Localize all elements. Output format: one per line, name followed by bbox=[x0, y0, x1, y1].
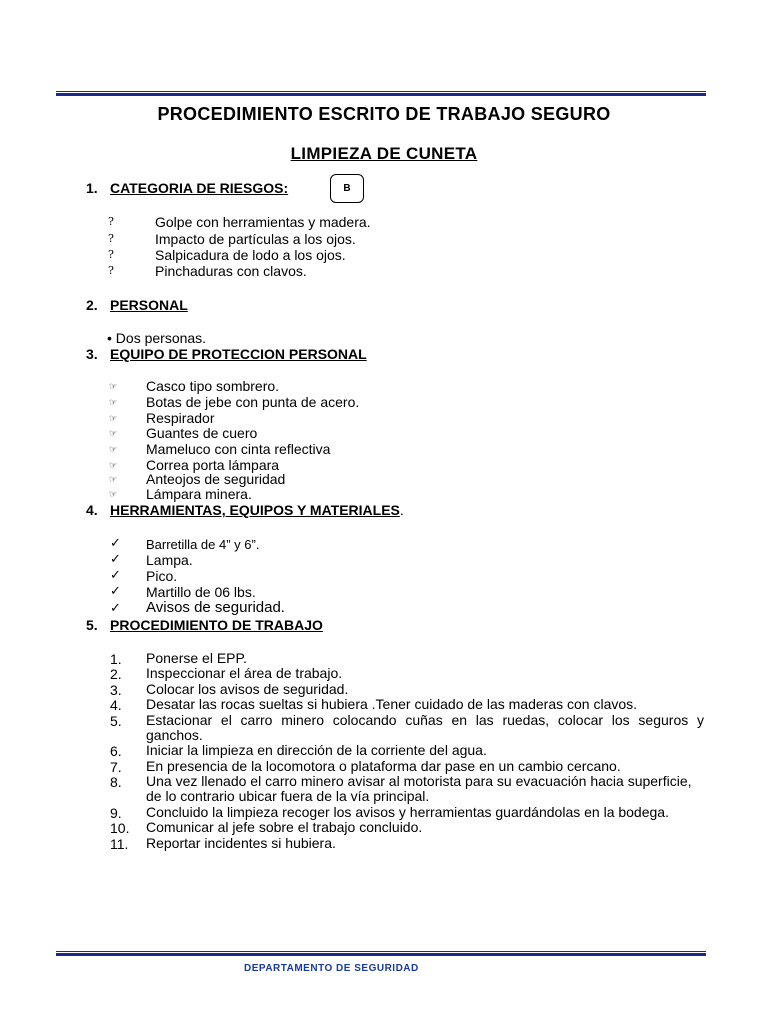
epp-item: Mameluco con cinta reflectiva bbox=[146, 441, 331, 457]
section-number: 5. bbox=[86, 617, 98, 633]
risk-category-badge: B bbox=[330, 174, 364, 203]
step-text: Estacionar el carro minero colocando cuñas en las ruedas, colocar los seguros y ganchos. bbox=[146, 712, 704, 743]
section-riesgos-heading bbox=[86, 180, 288, 196]
pointing-hand-icon: ☞ bbox=[109, 489, 118, 499]
header-rule bbox=[56, 91, 706, 96]
risk-item: Impacto de partículas a los ojos. bbox=[155, 231, 356, 247]
section-label: HERRAMIENTAS, EQUIPOS Y MATERIALES bbox=[110, 502, 400, 518]
step-text: Comunicar al jefe sobre el trabajo concluido. bbox=[146, 819, 423, 835]
step-number: 2. bbox=[110, 666, 122, 682]
pointing-hand-icon: ☞ bbox=[109, 381, 118, 391]
bullet-dot-icon: • bbox=[107, 330, 112, 346]
pointing-hand-icon: ☞ bbox=[109, 460, 118, 470]
step-number: 10. bbox=[110, 820, 130, 836]
step-text: Concluido la limpieza recoger los avisos y herramientas guardándolas en la bodega. bbox=[146, 804, 669, 820]
footer-department: DEPARTAMENTO DE SEGURIDAD bbox=[244, 963, 419, 974]
step-text: Reportar incidentes si hubiera. bbox=[146, 835, 336, 851]
section-number: 2. bbox=[86, 297, 98, 313]
risk-item: Golpe con herramientas y madera. bbox=[155, 214, 371, 230]
section-personal-heading bbox=[86, 297, 188, 313]
step-text: Una vez llenado el carro minero avisar al motorista para su evacuación hacia superficie, de lo contrario ubicar fuera de la vía principal. bbox=[146, 773, 692, 804]
step-number: 6. bbox=[110, 743, 122, 759]
step-number: 8. bbox=[110, 774, 122, 790]
section-herramientas-heading bbox=[86, 502, 404, 518]
personal-item-text: Dos personas. bbox=[115, 330, 207, 346]
section-procedimiento-heading bbox=[86, 617, 323, 633]
section-label: CATEGORIA DE RIESGOS: bbox=[110, 180, 289, 196]
step-text: Iniciar la limpieza en dirección de la corriente del agua. bbox=[146, 742, 487, 758]
step-number: 7. bbox=[110, 759, 122, 775]
epp-item: Guantes de cuero bbox=[146, 425, 258, 441]
checkmark-icon: ✓ bbox=[110, 601, 121, 616]
step-text: Ponerse el EPP. bbox=[146, 650, 247, 666]
checkmark-icon: ✓ bbox=[110, 552, 121, 567]
section-label: EQUIPO DE PROTECCION PERSONAL bbox=[110, 346, 367, 362]
checkmark-icon: ✓ bbox=[110, 584, 121, 599]
section-label-suffix: . bbox=[399, 502, 404, 518]
document-subtitle: LIMPIEZA DE CUNETA bbox=[290, 144, 478, 163]
step-number: 1. bbox=[110, 651, 122, 667]
section-number: 3. bbox=[86, 346, 98, 362]
section-epp-heading bbox=[86, 346, 367, 362]
bullet-question-icon: ? bbox=[108, 215, 114, 228]
tool-item: Avisos de seguridad. bbox=[146, 599, 285, 616]
step-text: Desatar las rocas sueltas si hubiera .Tener cuidado de las maderas con clavos. bbox=[146, 696, 638, 712]
step-number: 9. bbox=[110, 805, 122, 821]
step-number: 4. bbox=[110, 697, 122, 713]
checkmark-icon: ✓ bbox=[110, 568, 121, 583]
section-number: 1. bbox=[86, 180, 98, 196]
epp-item: Respirador bbox=[146, 410, 215, 426]
tool-item: Pico. bbox=[146, 568, 178, 584]
personal-item bbox=[107, 330, 206, 346]
epp-item: Casco tipo sombrero. bbox=[146, 378, 280, 394]
epp-item: Anteojos de seguridad bbox=[146, 471, 286, 487]
pointing-hand-icon: ☞ bbox=[109, 474, 118, 484]
step-text: Inspeccionar el área de trabajo. bbox=[146, 665, 343, 681]
epp-item: Botas de jebe con punta de acero. bbox=[146, 394, 360, 410]
section-label: PROCEDIMIENTO DE TRABAJO bbox=[110, 617, 323, 633]
step-text: Colocar los avisos de seguridad. bbox=[146, 681, 349, 697]
section-number: 4. bbox=[86, 502, 98, 518]
step-number: 3. bbox=[110, 682, 122, 698]
step-number: 5. bbox=[110, 713, 122, 729]
pointing-hand-icon: ☞ bbox=[109, 444, 118, 454]
pointing-hand-icon: ☞ bbox=[109, 397, 118, 407]
risk-item: Pinchaduras con clavos. bbox=[155, 263, 307, 279]
section-label: PERSONAL bbox=[110, 297, 188, 313]
pointing-hand-icon: ☞ bbox=[109, 413, 118, 423]
bullet-question-icon: ? bbox=[108, 248, 114, 261]
footer-rule bbox=[56, 951, 706, 956]
tool-item: Lampa. bbox=[146, 552, 193, 568]
bullet-question-icon: ? bbox=[108, 232, 114, 245]
step-text: En presencia de la locomotora o plataforma dar pase en un cambio cercano. bbox=[146, 758, 621, 774]
tool-item: Barretilla de 4” y 6”. bbox=[146, 537, 260, 552]
document-title: PROCEDIMIENTO ESCRITO DE TRABAJO SEGURO bbox=[157, 104, 611, 124]
risk-item: Salpicadura de lodo a los ojos. bbox=[155, 247, 346, 263]
epp-item: Lámpara minera. bbox=[146, 486, 252, 502]
tool-item: Martillo de 06 lbs. bbox=[146, 584, 256, 600]
bullet-question-icon: ? bbox=[108, 264, 114, 277]
epp-item: Correa porta lámpara bbox=[146, 457, 280, 473]
step-number: 11. bbox=[110, 836, 129, 852]
checkmark-icon: ✓ bbox=[110, 536, 121, 551]
pointing-hand-icon: ☞ bbox=[109, 428, 118, 438]
